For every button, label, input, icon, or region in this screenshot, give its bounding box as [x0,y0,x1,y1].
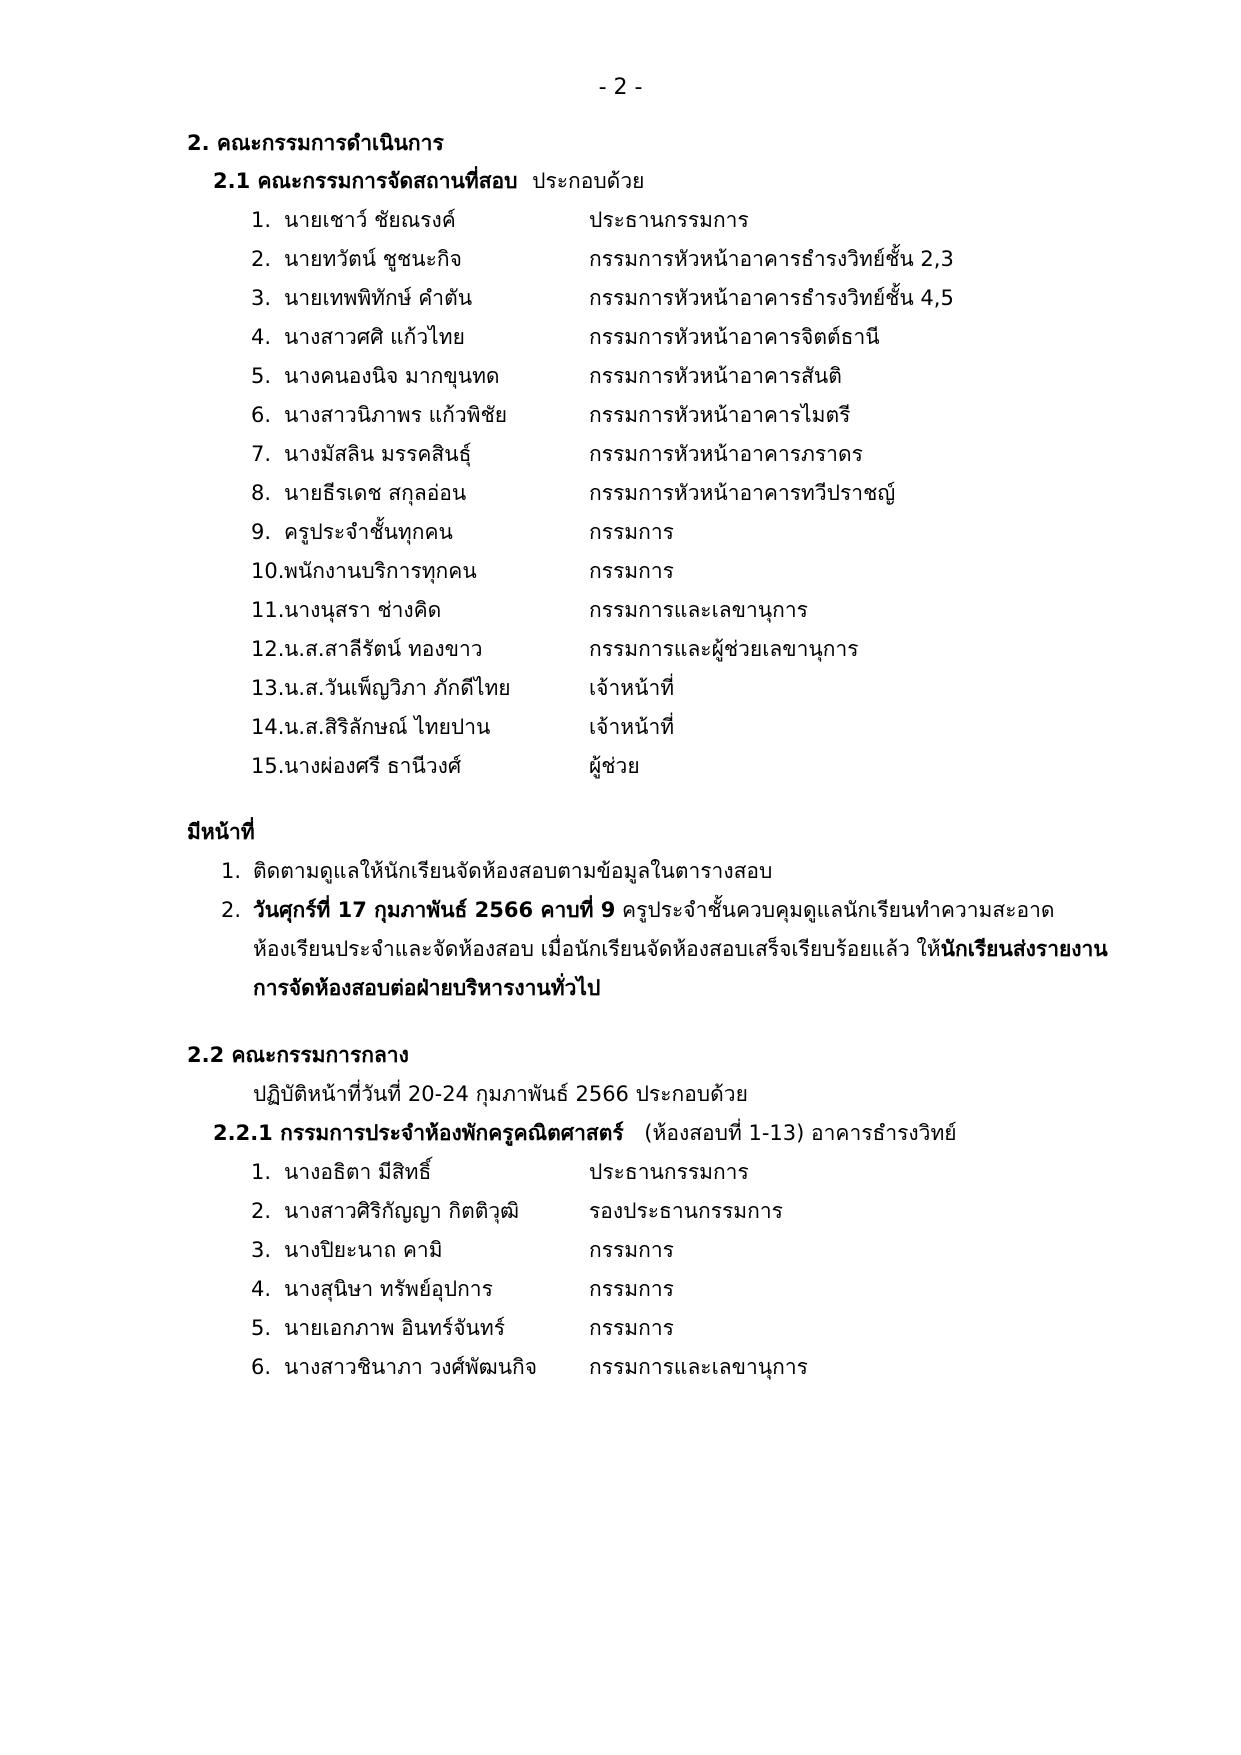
member-name: นายธีรเดช สกุลอ่อน [284,481,467,505]
section-2-1-heading [213,166,644,196]
section-2-2-heading: 2.2 คณะกรรมการกลาง [187,1043,409,1067]
member-name: นางสาวชินาภา วงศ์พัฒนกิจ [284,1355,538,1379]
member-name: นายเทพพิทักษ์ คำตัน [284,286,473,310]
section-2-1-suffix: ประกอบด้วย [532,169,645,193]
member-name: นางสาวนิภาพร แก้วพิชัย [284,403,508,427]
member-number: 4. [251,325,272,349]
page-number: - 2 - [598,75,643,100]
member-number: 6. [251,1355,272,1379]
member-role: รองประธานกรรมการ [589,1199,783,1223]
duty-item-2-line-3: การจัดห้องสอบต่อฝ่ายบริหารงานทั่วไป [253,976,601,1000]
member-role: กรรมการและผู้ช่วยเลขานุการ [589,637,859,661]
member-number: 4. [251,1277,272,1301]
member-name: ครูประจำชั้นทุกคน [284,520,453,544]
member-number: 15. [251,754,285,778]
section-2-2-schedule: ปฏิบัติหน้าที่วันที่ 20-24 กุมภาพันธ์ 2566 ประกอบด้วย [253,1082,748,1106]
member-role: กรรมการ [589,1277,674,1301]
duty-item-1-number: 1. [221,859,242,883]
member-name: นางอธิตา มีสิทธิ์ [284,1160,432,1184]
member-number: 6. [251,403,272,427]
member-role: ผู้ช่วย [589,754,640,778]
member-name: น.ส.สิริลักษณ์ ไทยปาน [284,715,491,739]
member-role: กรรมการ [589,559,674,583]
member-number: 2. [251,1199,272,1223]
member-number: 7. [251,442,272,466]
member-role: กรรมการหัวหน้าอาคารภราดร [589,442,863,466]
duty-item-2-line-1 [253,895,1055,925]
member-role: ประธานกรรมการ [589,1160,749,1184]
member-number: 2. [251,247,272,271]
section-2-heading: 2. คณะกรรมการดำเนินการ [187,131,444,155]
member-name: นางผ่องศรี ธานีวงศ์ [284,754,462,778]
duty-item-2-date: วันศุกร์ที่ 17 กุมภาพันธ์ 2566 คาบที่ 9 [253,898,616,922]
duty-item-2-text: ครูประจำชั้นควบคุมดูแลนักเรียนทำความสะอาด [615,898,1055,922]
member-number: 9. [251,520,272,544]
duty-item-2-emphasis: นักเรียนส่งรายงาน [940,937,1108,961]
member-number: 5. [251,1316,272,1340]
member-name: นางสาวศศิ แก้วไทย [284,325,465,349]
section-2-2-1-title: 2.2.1 กรรมการประจำห้องพักครูคณิตศาสตร์ [213,1121,624,1145]
member-number: 12. [251,637,285,661]
member-name: น.ส.สาลีรัตน์ ทองขาว [284,637,483,661]
member-role: เจ้าหน้าที่ [589,676,675,700]
member-number: 14. [251,715,285,739]
duty-item-2-number: 2. [221,898,242,922]
member-name: พนักงานบริการทุกคน [284,559,477,583]
duty-item-2-line-2 [253,934,1108,964]
member-name: นางมัสลิน มรรคสินธุ์ [284,442,472,466]
member-name: นางคนองนิจ มากขุนทด [284,364,500,388]
member-name: นายทวัตน์ ชูชนะกิจ [284,247,462,271]
member-name: นางสุนิษา ทรัพย์อุปการ [284,1277,493,1301]
section-2-2-1-heading [213,1118,957,1148]
member-role: กรรมการ [589,520,674,544]
member-name: นางนุสรา ช่างคิด [284,598,442,622]
member-role: กรรมการหัวหน้าอาคารธำรงวิทย์ชั้น 2,3 [589,247,954,271]
duty-item-2-text-2: ห้องเรียนประจำและจัดห้องสอบ เมื่อนักเรียนจัดห้องสอบเสร็จเรียบร้อยแล้ว ให้ [253,937,941,961]
member-number: 13. [251,676,285,700]
member-name: น.ส.วันเพ็ญวิภา ภักดีไทย [284,676,511,700]
member-name: นายเชาว์ ชัยณรงค์ [284,208,456,232]
section-2-1-title: 2.1 คณะกรรมการจัดสถานที่สอบ [213,169,518,193]
section-2-2-1-location: (ห้องสอบที่ 1-13) อาคารธำรงวิทย์ [644,1121,957,1145]
member-number: 11. [251,598,285,622]
member-number: 1. [251,208,272,232]
member-role: กรรมการหัวหน้าอาคารสันติ [589,364,842,388]
duties-heading: มีหน้าที่ [187,820,255,844]
member-number: 5. [251,364,272,388]
member-role: กรรมการ [589,1316,674,1340]
member-number: 1. [251,1160,272,1184]
member-number: 8. [251,481,272,505]
member-number: 10. [251,559,285,583]
member-number: 3. [251,1238,272,1262]
member-role: กรรมการและเลขานุการ [589,598,808,622]
member-role: เจ้าหน้าที่ [589,715,675,739]
member-role: กรรมการหัวหน้าอาคารธำรงวิทย์ชั้น 4,5 [589,286,954,310]
member-number: 3. [251,286,272,310]
duty-item-1: ติดตามดูแลให้นักเรียนจัดห้องสอบตามข้อมูลในตารางสอบ [253,859,773,883]
member-role: กรรมการหัวหน้าอาคารทวีปราชญ์ [589,481,896,505]
member-name: นายเอกภาพ อินทร์จันทร์ [284,1316,505,1340]
member-role: ประธานกรรมการ [589,208,749,232]
member-role: กรรมการ [589,1238,674,1262]
member-name: นางปิยะนาถ คามิ [284,1238,443,1262]
member-role: กรรมการหัวหน้าอาคารไมตรี [589,403,851,427]
member-role: กรรมการและเลขานุการ [589,1355,808,1379]
member-role: กรรมการหัวหน้าอาคารจิตต์ธานี [589,325,880,349]
member-name: นางสาวศิริกัญญา กิตติวุฒิ [284,1199,520,1223]
